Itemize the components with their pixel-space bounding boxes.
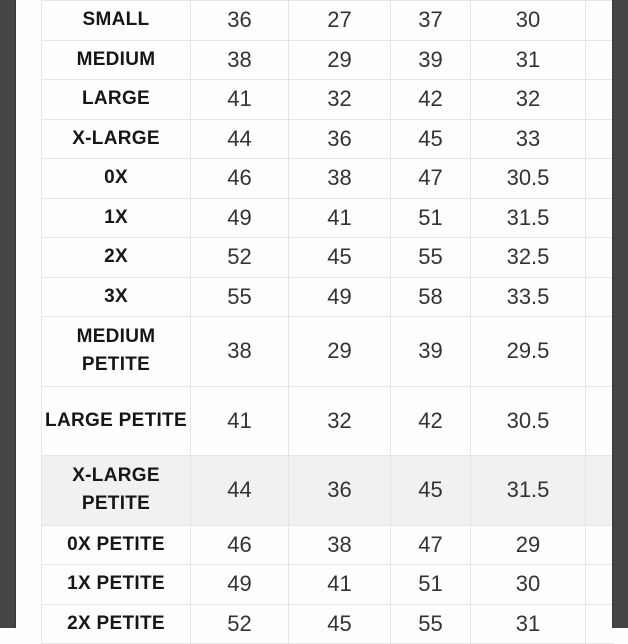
size-value: 51: [391, 565, 471, 605]
table-row: [42, 604, 614, 644]
table-row: [42, 565, 614, 605]
table-row: [42, 386, 614, 456]
row-right-padding: [586, 604, 614, 644]
row-right-padding: [586, 277, 614, 317]
size-value: 32: [471, 80, 586, 120]
size-chart-table: [41, 0, 614, 644]
table-row: [42, 1, 614, 41]
row-right-padding: [586, 40, 614, 80]
backdrop-strip-right: [612, 0, 628, 628]
row-right-padding: [586, 198, 614, 238]
size-value: 30: [471, 565, 586, 605]
table-row: [42, 119, 614, 159]
size-value: 31.5: [471, 198, 586, 238]
size-value: 33: [471, 119, 586, 159]
size-value: 32.5: [471, 238, 586, 278]
size-value: 36: [289, 456, 391, 526]
size-value: 38: [289, 525, 391, 565]
size-value: 38: [289, 159, 391, 199]
row-right-padding: [586, 119, 614, 159]
size-label: X-LARGE PETITE: [42, 456, 191, 526]
size-value: 49: [191, 198, 289, 238]
size-label: 0X PETITE: [42, 525, 191, 565]
size-value: 36: [191, 1, 289, 41]
table-row: [42, 317, 614, 387]
size-value: 45: [289, 238, 391, 278]
size-label: LARGE PETITE: [42, 386, 191, 456]
row-right-padding: [586, 456, 614, 526]
table-row: [42, 40, 614, 80]
size-value: 38: [191, 40, 289, 80]
size-value: 44: [191, 119, 289, 159]
size-value: 41: [191, 386, 289, 456]
row-right-padding: [586, 386, 614, 456]
size-value: 58: [391, 277, 471, 317]
size-value: 39: [391, 317, 471, 387]
size-value: 45: [289, 604, 391, 644]
size-value: 31: [471, 604, 586, 644]
size-label: X-LARGE: [42, 119, 191, 159]
size-label: 1X: [42, 198, 191, 238]
size-value: 29: [289, 317, 391, 387]
table-row: [42, 456, 614, 526]
size-label: 1X PETITE: [42, 565, 191, 605]
table-row: [42, 525, 614, 565]
size-label: LARGE: [42, 80, 191, 120]
size-value: 41: [289, 565, 391, 605]
size-value: 41: [289, 198, 391, 238]
table-row: [42, 277, 614, 317]
size-value: 42: [391, 80, 471, 120]
size-value: 45: [391, 119, 471, 159]
size-value: 46: [191, 525, 289, 565]
size-label: MEDIUM: [42, 40, 191, 80]
size-value: 49: [191, 565, 289, 605]
size-value: 31: [471, 40, 586, 80]
size-value: 33.5: [471, 277, 586, 317]
size-value: 32: [289, 386, 391, 456]
size-value: 31.5: [471, 456, 586, 526]
size-value: 32: [289, 80, 391, 120]
size-value: 42: [391, 386, 471, 456]
size-chart-panel: [15, 0, 613, 636]
size-value: 49: [289, 277, 391, 317]
table-row: [42, 238, 614, 278]
row-right-padding: [586, 1, 614, 41]
size-value: 27: [289, 1, 391, 41]
size-value: 30.5: [471, 159, 586, 199]
size-value: 38: [191, 317, 289, 387]
size-value: 46: [191, 159, 289, 199]
size-label: MEDIUM PETITE: [42, 317, 191, 387]
size-label: SMALL: [42, 1, 191, 41]
size-value: 29.5: [471, 317, 586, 387]
size-value: 47: [391, 159, 471, 199]
row-right-padding: [586, 317, 614, 387]
size-value: 39: [391, 40, 471, 80]
size-label: 0X: [42, 159, 191, 199]
size-value: 52: [191, 238, 289, 278]
size-value: 30: [471, 1, 586, 41]
size-value: 29: [289, 40, 391, 80]
size-value: 55: [191, 277, 289, 317]
row-right-padding: [586, 565, 614, 605]
size-value: 45: [391, 456, 471, 526]
table-row: [42, 198, 614, 238]
row-right-padding: [586, 238, 614, 278]
table-row: [42, 159, 614, 199]
row-right-padding: [586, 525, 614, 565]
size-value: 30.5: [471, 386, 586, 456]
table-row: [42, 80, 614, 120]
size-value: 44: [191, 456, 289, 526]
size-value: 52: [191, 604, 289, 644]
row-right-padding: [586, 80, 614, 120]
size-label: 2X: [42, 238, 191, 278]
size-label: 3X: [42, 277, 191, 317]
size-value: 41: [191, 80, 289, 120]
size-label: 2X PETITE: [42, 604, 191, 644]
size-chart-body: [42, 1, 614, 644]
size-value: 47: [391, 525, 471, 565]
size-value: 36: [289, 119, 391, 159]
backdrop-strip-left: [0, 0, 16, 628]
size-value: 55: [391, 238, 471, 278]
size-value: 51: [391, 198, 471, 238]
size-value: 37: [391, 1, 471, 41]
row-right-padding: [586, 159, 614, 199]
size-value: 55: [391, 604, 471, 644]
size-value: 29: [471, 525, 586, 565]
